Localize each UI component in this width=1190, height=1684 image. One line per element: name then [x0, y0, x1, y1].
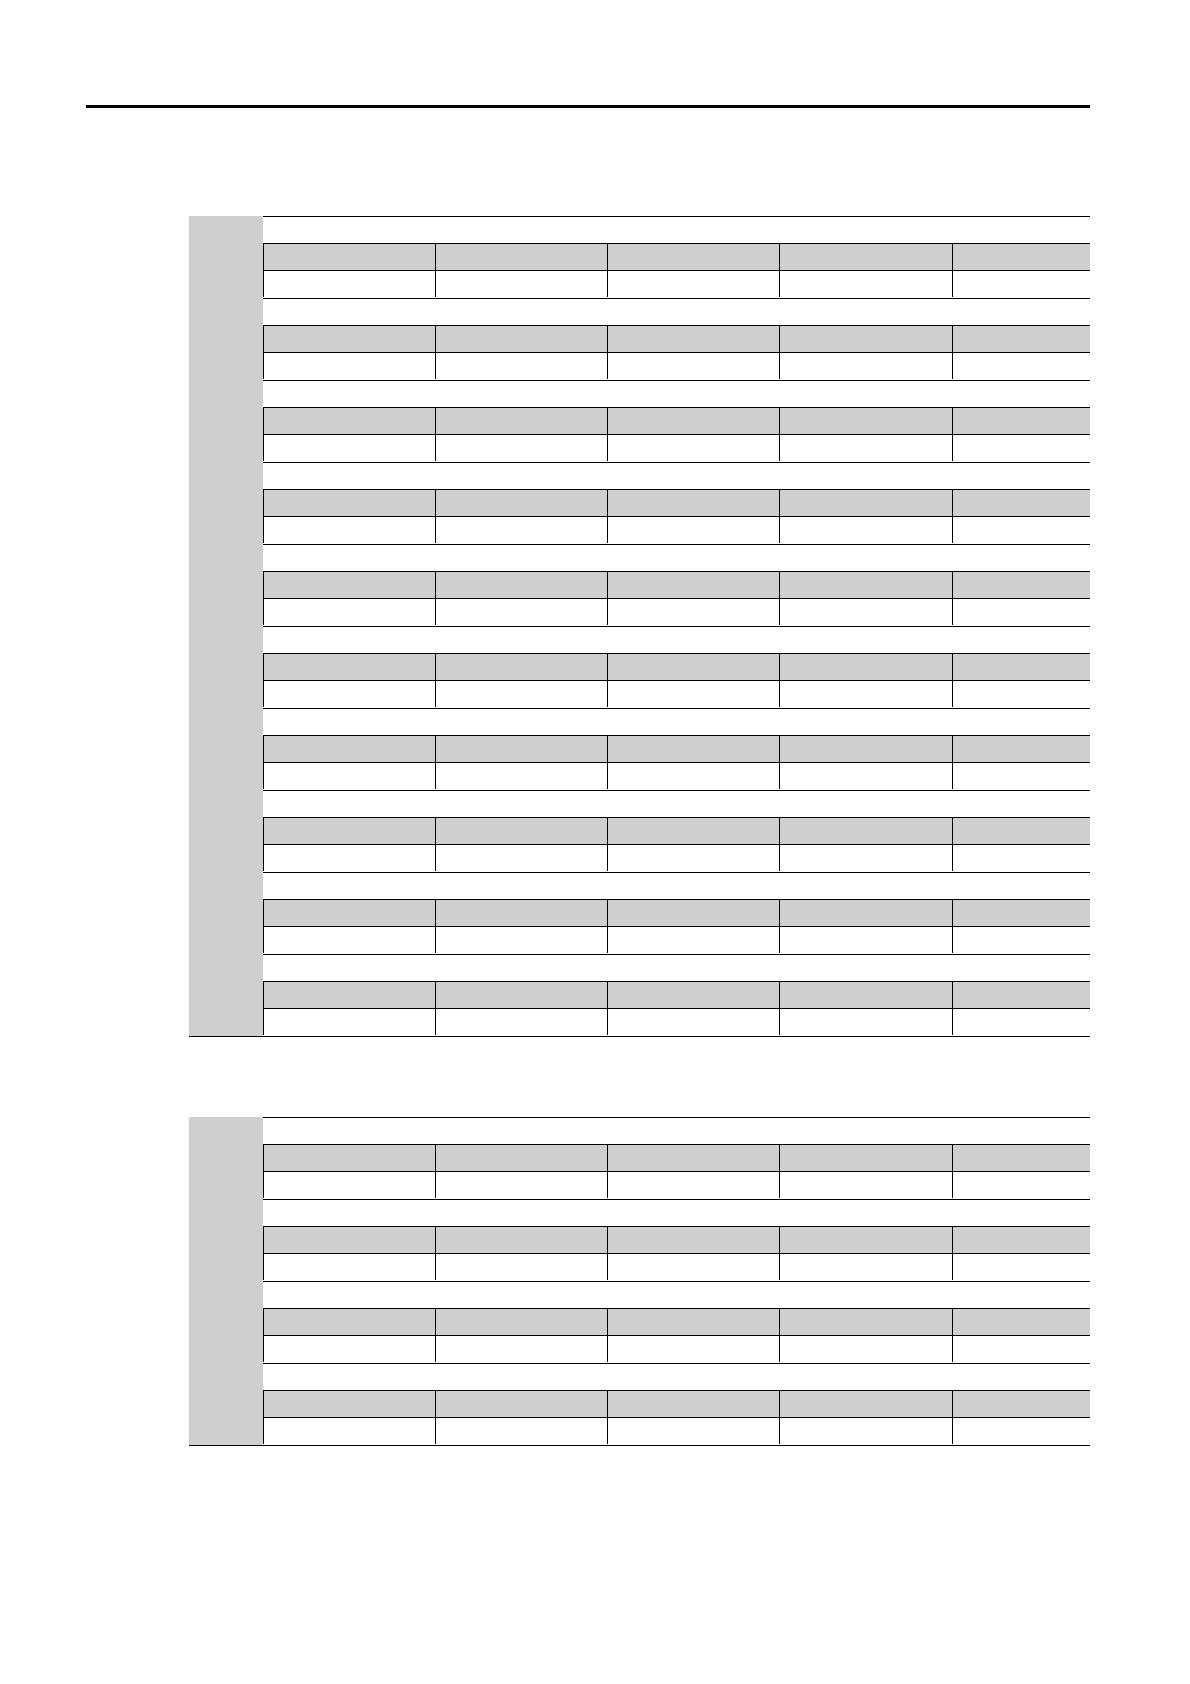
header-cell	[435, 244, 607, 270]
value-cell	[779, 763, 952, 789]
attribute-value-row	[263, 598, 1090, 625]
header-cell	[435, 1309, 607, 1335]
header-cell	[779, 654, 952, 680]
attribute-value-row	[263, 516, 1090, 543]
value-cell	[263, 1418, 435, 1444]
parameter-name-cell	[263, 380, 1090, 407]
parameter-number-cell	[189, 954, 263, 1036]
header-cell	[435, 408, 607, 434]
header-cell	[607, 900, 779, 926]
value-cell	[779, 517, 952, 543]
header-cell	[779, 736, 952, 762]
attribute-value-row	[263, 844, 1090, 871]
header-cell	[952, 244, 1090, 270]
header-cell	[607, 408, 779, 434]
value-cell	[263, 435, 435, 461]
attribute-value-row	[263, 352, 1090, 379]
value-cell	[435, 681, 607, 707]
value-cell	[263, 271, 435, 297]
value-cell	[435, 1009, 607, 1035]
parameter-number-cell	[189, 216, 263, 298]
header-cell	[952, 736, 1090, 762]
value-cell	[952, 845, 1090, 871]
value-cell	[263, 517, 435, 543]
value-cell	[435, 1418, 607, 1444]
value-cell	[779, 435, 952, 461]
parameter-name-cell	[263, 544, 1090, 571]
header-cell	[779, 408, 952, 434]
parameter-block	[189, 216, 1090, 298]
parameter-number-cell	[189, 1199, 263, 1281]
attribute-header-row	[263, 325, 1090, 352]
attribute-value-row	[263, 434, 1090, 461]
header-cell	[435, 572, 607, 598]
value-cell	[607, 599, 779, 625]
header-cell	[952, 818, 1090, 844]
value-cell	[779, 681, 952, 707]
parameter-table	[189, 216, 1090, 1037]
value-cell	[952, 1254, 1090, 1280]
parameter-number-cell	[189, 790, 263, 872]
header-cell	[952, 1391, 1090, 1417]
value-cell	[952, 927, 1090, 953]
value-cell	[607, 271, 779, 297]
attribute-value-row	[263, 1253, 1090, 1280]
parameter-number-cell	[189, 544, 263, 626]
value-cell	[779, 1336, 952, 1362]
value-cell	[952, 1418, 1090, 1444]
value-cell	[779, 927, 952, 953]
header-cell	[263, 572, 435, 598]
header-cell	[779, 572, 952, 598]
header-cell	[263, 654, 435, 680]
value-cell	[435, 517, 607, 543]
header-cell	[952, 572, 1090, 598]
parameter-name-cell	[263, 462, 1090, 489]
value-cell	[263, 1009, 435, 1035]
value-cell	[952, 763, 1090, 789]
value-cell	[435, 1336, 607, 1362]
attribute-value-row	[263, 1335, 1090, 1362]
header-cell	[952, 1145, 1090, 1171]
header-cell	[779, 244, 952, 270]
parameter-name-cell	[263, 872, 1090, 899]
parameter-number-cell	[189, 1363, 263, 1445]
attribute-header-row	[263, 1144, 1090, 1171]
header-cell	[263, 1145, 435, 1171]
attribute-value-row	[263, 1171, 1090, 1198]
header-rule	[86, 105, 1090, 108]
value-cell	[263, 845, 435, 871]
attribute-header-row	[263, 407, 1090, 434]
parameter-block	[189, 1117, 1090, 1199]
value-cell	[779, 353, 952, 379]
value-cell	[607, 1009, 779, 1035]
header-cell	[435, 900, 607, 926]
header-cell	[435, 1145, 607, 1171]
table-bottom-rule	[189, 1036, 1090, 1037]
header-cell	[263, 900, 435, 926]
header-cell	[607, 982, 779, 1008]
header-cell	[263, 1391, 435, 1417]
attribute-value-row	[263, 762, 1090, 789]
header-cell	[952, 1309, 1090, 1335]
value-cell	[779, 845, 952, 871]
value-cell	[952, 1009, 1090, 1035]
header-cell	[263, 1309, 435, 1335]
parameter-number-cell	[189, 708, 263, 790]
header-cell	[607, 1391, 779, 1417]
value-cell	[435, 763, 607, 789]
attribute-value-row	[263, 926, 1090, 953]
header-cell	[607, 572, 779, 598]
parameter-number-cell	[189, 380, 263, 462]
parameter-number-cell	[189, 1117, 263, 1199]
parameter-block	[189, 708, 1090, 790]
parameter-number-cell	[189, 626, 263, 708]
value-cell	[952, 599, 1090, 625]
attribute-value-row	[263, 270, 1090, 297]
value-cell	[263, 353, 435, 379]
header-cell	[607, 1309, 779, 1335]
attribute-header-row	[263, 653, 1090, 680]
header-cell	[607, 736, 779, 762]
value-cell	[607, 1418, 779, 1444]
attribute-header-row	[263, 571, 1090, 598]
header-cell	[779, 326, 952, 352]
value-cell	[607, 845, 779, 871]
parameter-block	[189, 790, 1090, 872]
value-cell	[952, 353, 1090, 379]
value-cell	[263, 927, 435, 953]
value-cell	[779, 271, 952, 297]
attribute-header-row	[263, 735, 1090, 762]
parameter-number-cell	[189, 872, 263, 954]
header-cell	[952, 1227, 1090, 1253]
value-cell	[952, 435, 1090, 461]
value-cell	[779, 1009, 952, 1035]
header-cell	[435, 326, 607, 352]
value-cell	[435, 927, 607, 953]
parameter-name-cell	[263, 1117, 1090, 1144]
value-cell	[607, 681, 779, 707]
header-cell	[952, 408, 1090, 434]
header-cell	[779, 900, 952, 926]
header-cell	[435, 982, 607, 1008]
attribute-header-row	[263, 981, 1090, 1008]
header-cell	[779, 1145, 952, 1171]
header-cell	[607, 1227, 779, 1253]
header-cell	[435, 818, 607, 844]
value-cell	[435, 1172, 607, 1198]
parameter-block	[189, 380, 1090, 462]
parameter-name-cell	[263, 626, 1090, 653]
value-cell	[263, 1336, 435, 1362]
parameter-block	[189, 298, 1090, 380]
attribute-header-row	[263, 489, 1090, 516]
parameter-block	[189, 544, 1090, 626]
parameter-name-cell	[263, 708, 1090, 735]
header-cell	[263, 818, 435, 844]
parameter-block	[189, 1363, 1090, 1445]
value-cell	[952, 1172, 1090, 1198]
value-cell	[607, 763, 779, 789]
header-cell	[263, 736, 435, 762]
value-cell	[779, 1418, 952, 1444]
value-cell	[435, 353, 607, 379]
parameter-name-cell	[263, 1363, 1090, 1390]
header-cell	[952, 900, 1090, 926]
header-cell	[263, 408, 435, 434]
parameter-block	[189, 954, 1090, 1036]
header-cell	[607, 244, 779, 270]
attribute-value-row	[263, 680, 1090, 707]
value-cell	[779, 1172, 952, 1198]
parameter-table	[189, 1117, 1090, 1446]
value-cell	[263, 599, 435, 625]
parameter-number-cell	[189, 462, 263, 544]
parameter-name-cell	[263, 216, 1090, 243]
parameter-name-cell	[263, 1199, 1090, 1226]
parameter-name-cell	[263, 790, 1090, 817]
header-cell	[952, 982, 1090, 1008]
header-cell	[952, 490, 1090, 516]
header-cell	[779, 1227, 952, 1253]
value-cell	[952, 271, 1090, 297]
header-cell	[263, 490, 435, 516]
header-cell	[952, 654, 1090, 680]
header-cell	[435, 736, 607, 762]
header-cell	[263, 982, 435, 1008]
parameter-block	[189, 1281, 1090, 1363]
parameter-block	[189, 872, 1090, 954]
header-cell	[779, 982, 952, 1008]
value-cell	[435, 271, 607, 297]
value-cell	[952, 517, 1090, 543]
value-cell	[607, 353, 779, 379]
attribute-value-row	[263, 1008, 1090, 1035]
parameter-number-cell	[189, 298, 263, 380]
parameter-name-cell	[263, 298, 1090, 325]
header-cell	[607, 818, 779, 844]
value-cell	[607, 927, 779, 953]
header-cell	[607, 654, 779, 680]
parameter-block	[189, 626, 1090, 708]
header-cell	[263, 244, 435, 270]
header-cell	[607, 326, 779, 352]
header-cell	[779, 1391, 952, 1417]
value-cell	[607, 517, 779, 543]
header-cell	[435, 490, 607, 516]
header-cell	[952, 326, 1090, 352]
parameter-block	[189, 462, 1090, 544]
attribute-header-row	[263, 1308, 1090, 1335]
value-cell	[263, 763, 435, 789]
attribute-header-row	[263, 243, 1090, 270]
attribute-header-row	[263, 899, 1090, 926]
header-cell	[435, 1227, 607, 1253]
header-cell	[263, 326, 435, 352]
header-cell	[435, 1391, 607, 1417]
header-cell	[779, 490, 952, 516]
parameter-name-cell	[263, 1281, 1090, 1308]
value-cell	[952, 1336, 1090, 1362]
header-cell	[263, 1227, 435, 1253]
attribute-header-row	[263, 1390, 1090, 1417]
value-cell	[607, 435, 779, 461]
header-cell	[779, 818, 952, 844]
header-cell	[435, 654, 607, 680]
attribute-header-row	[263, 1226, 1090, 1253]
value-cell	[435, 599, 607, 625]
attribute-value-row	[263, 1417, 1090, 1444]
value-cell	[263, 1254, 435, 1280]
parameter-number-cell	[189, 1281, 263, 1363]
value-cell	[607, 1254, 779, 1280]
header-cell	[607, 490, 779, 516]
value-cell	[607, 1336, 779, 1362]
value-cell	[435, 1254, 607, 1280]
attribute-header-row	[263, 817, 1090, 844]
value-cell	[779, 1254, 952, 1280]
header-cell	[779, 1309, 952, 1335]
parameter-block	[189, 1199, 1090, 1281]
value-cell	[435, 435, 607, 461]
value-cell	[952, 681, 1090, 707]
value-cell	[779, 599, 952, 625]
value-cell	[263, 1172, 435, 1198]
parameter-name-cell	[263, 954, 1090, 981]
header-cell	[607, 1145, 779, 1171]
value-cell	[263, 681, 435, 707]
value-cell	[435, 845, 607, 871]
value-cell	[607, 1172, 779, 1198]
table-bottom-rule	[189, 1445, 1090, 1446]
